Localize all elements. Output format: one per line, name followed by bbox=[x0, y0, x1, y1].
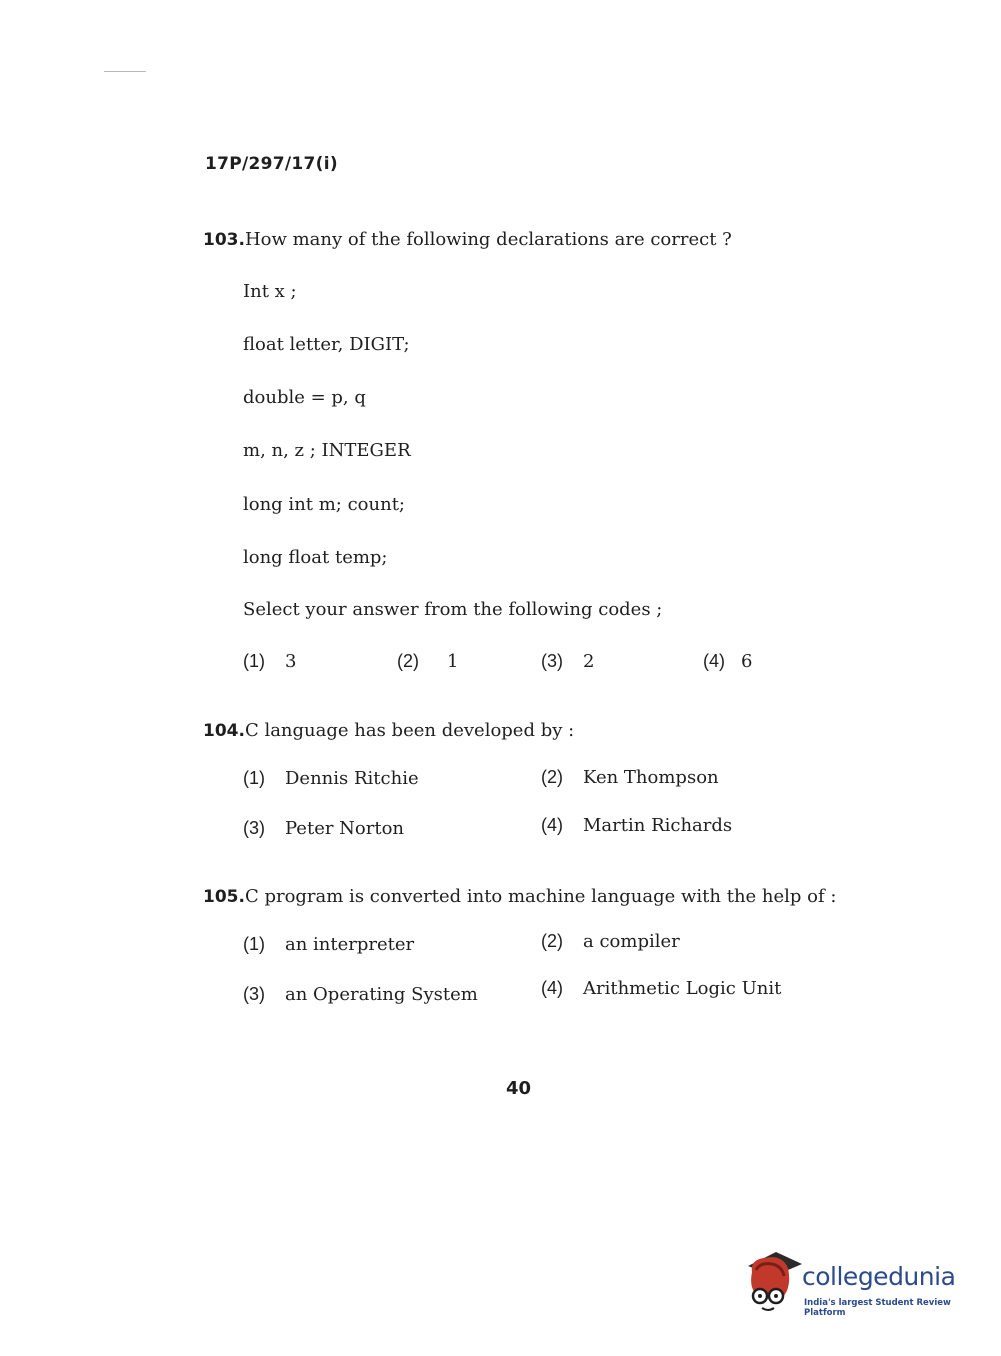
paper-code: 17P/297/17(i) bbox=[205, 154, 338, 174]
question-103 bbox=[203, 229, 732, 250]
question-number: 104. bbox=[203, 721, 245, 741]
question-number: 105. bbox=[203, 887, 245, 907]
brand-tagline: India's largest Student Review Platform bbox=[804, 1298, 951, 1318]
option: (4) Arithmetic Logic Unit bbox=[541, 978, 782, 999]
instruction-line: Select your answer from the following codes ; bbox=[243, 599, 663, 620]
declaration-line: double = p, q bbox=[243, 387, 366, 408]
question-text: C language has been developed by : bbox=[244, 720, 575, 741]
option: (2) 1 bbox=[397, 651, 459, 672]
question-104 bbox=[203, 720, 574, 741]
option: (3) 2 bbox=[541, 651, 595, 672]
option: (4) Martin Richards bbox=[541, 815, 733, 836]
option: (1) an interpreter bbox=[243, 934, 415, 955]
question-text: How many of the following declarations are correct ? bbox=[244, 229, 732, 250]
option: (1) Dennis Ritchie bbox=[243, 768, 419, 789]
declaration-line: long int m; count; bbox=[243, 494, 405, 515]
option: (3) Peter Norton bbox=[243, 818, 405, 839]
question-number: 103. bbox=[203, 230, 245, 250]
option: (2) a compiler bbox=[541, 931, 680, 952]
option: (3) an Operating System bbox=[243, 984, 478, 1005]
declaration-line: float letter, DIGIT; bbox=[243, 334, 410, 355]
option: (1) 3 bbox=[243, 651, 297, 672]
declaration-line: long float temp; bbox=[243, 547, 388, 568]
brand-name: collegedunia bbox=[802, 1262, 956, 1291]
page-number: 40 bbox=[506, 1078, 532, 1099]
question-105 bbox=[203, 886, 836, 907]
declaration-line: Int x ; bbox=[243, 281, 297, 302]
declaration-line: m, n, z ; INTEGER bbox=[243, 440, 411, 461]
top-rule bbox=[104, 71, 146, 72]
option: (2) Ken Thompson bbox=[541, 767, 719, 788]
student-mascot-icon bbox=[742, 1248, 804, 1318]
collegedunia-watermark bbox=[742, 1248, 972, 1318]
question-text: C program is converted into machine language with the help of : bbox=[244, 886, 837, 907]
option: (4) 6 bbox=[703, 651, 753, 672]
